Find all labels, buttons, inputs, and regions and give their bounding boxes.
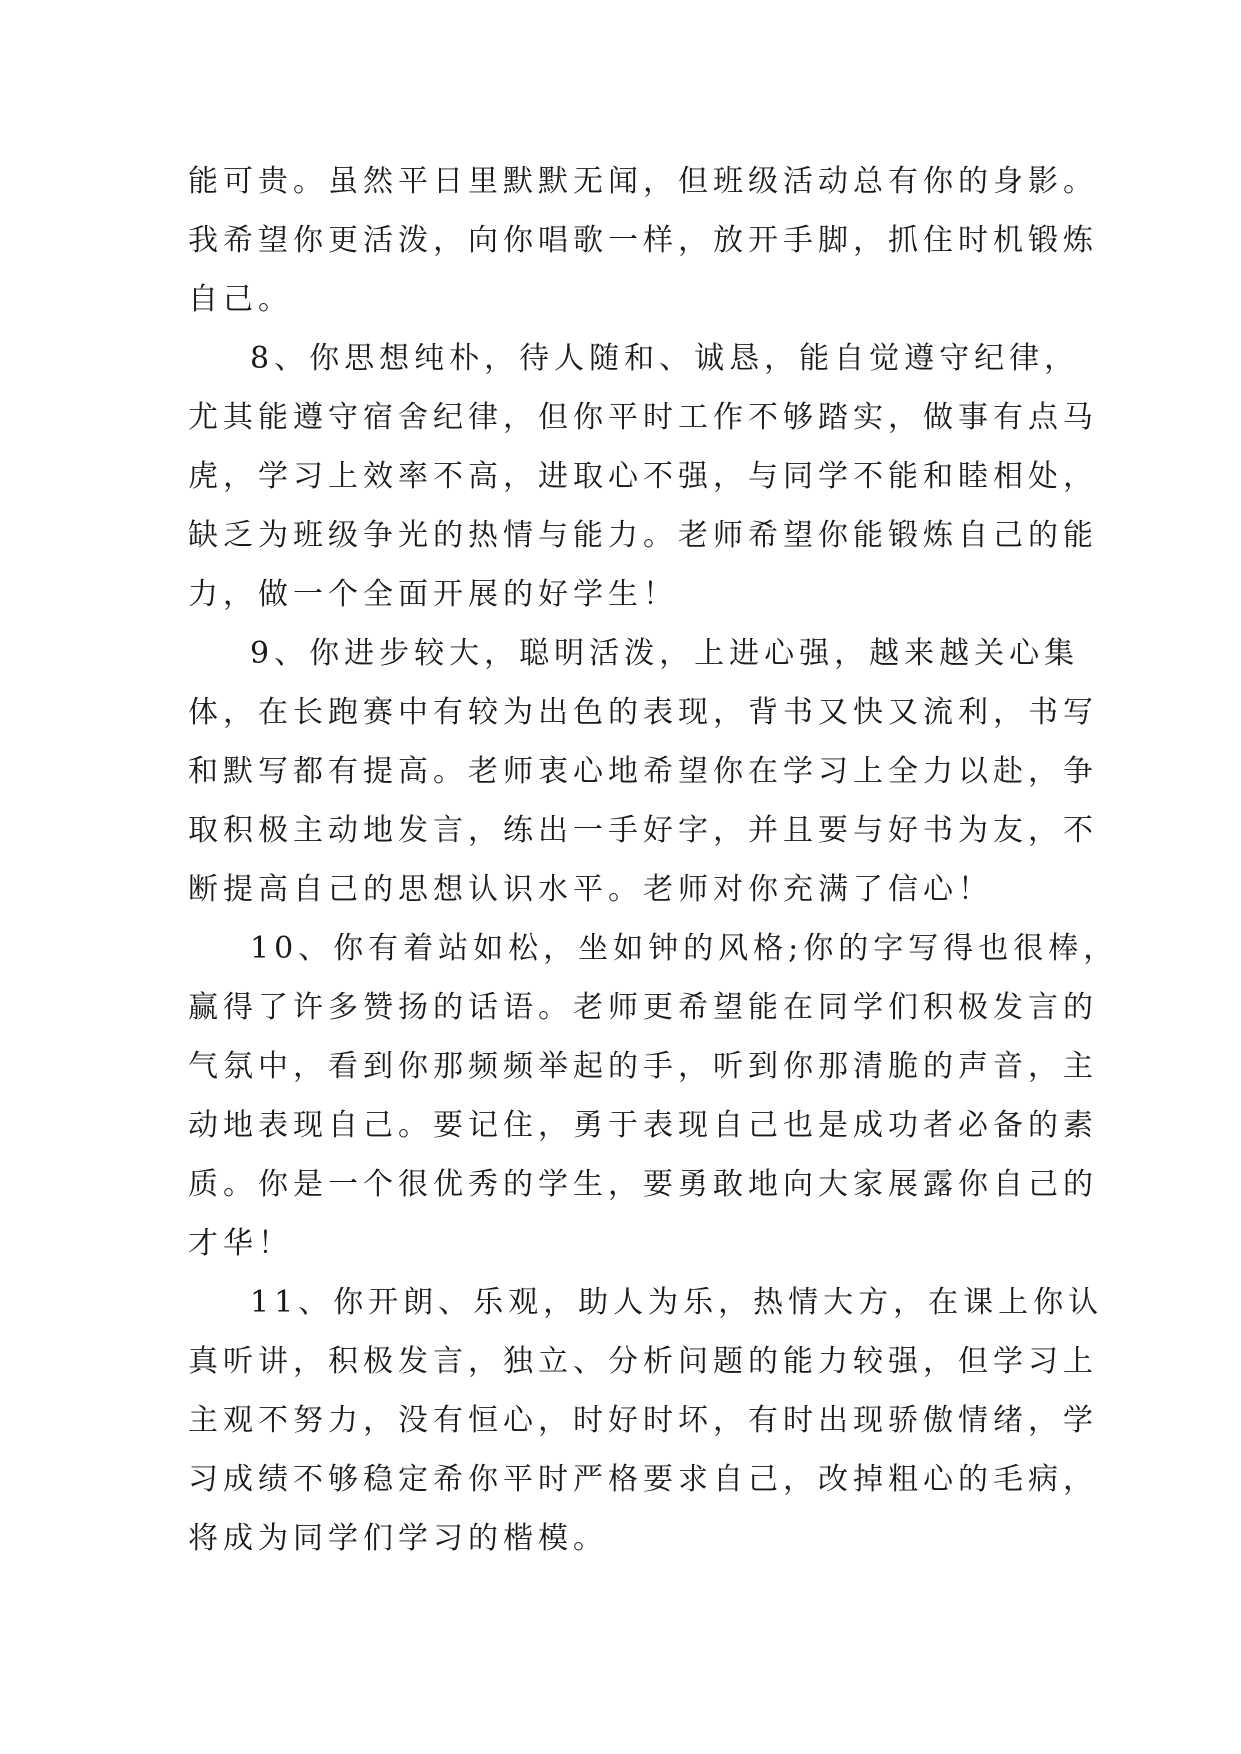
text-line: 虎，学习上效率不高，进取心不强，与同学不能和睦相处， [188, 459, 1098, 494]
text-line: 尤其能遵守宿舍纪律，但你平时工作不够踏实，做事有点马 [188, 400, 1098, 435]
text-line: 10、你有着站如松，坐如钟的风格;你的字写得也很棒， [250, 931, 1119, 966]
text-line: 我希望你更活泼，向你唱歌一样，放开手脚，抓住时机锻炼 [188, 223, 1098, 258]
paragraph-9 [188, 624, 1098, 919]
text-line: 力，做一个全面开展的好学生！ [188, 577, 678, 612]
text-line: 赢得了许多赞扬的话语。老师更希望能在同学们积极发言的 [188, 990, 1098, 1025]
text-line: 能可贵。虽然平日里默默无闻，但班级活动总有你的身影。 [188, 164, 1098, 199]
paragraph-8 [188, 329, 1098, 624]
paragraph-10 [188, 919, 1119, 1273]
text-line: 习成绩不够稳定希你平时严格要求自己，改掉粗心的毛病， [188, 1462, 1098, 1497]
text-line: 9、你进步较大，聪明活泼，上进心强，越来越关心集 [250, 636, 1080, 671]
text-line: 才华！ [188, 1226, 293, 1261]
text-line: 体，在长跑赛中有较为出色的表现，背书又快又流利，书写 [188, 695, 1098, 730]
text-line: 自己。 [188, 282, 293, 317]
document-page [188, 152, 1119, 1568]
text-line: 8、你思想纯朴，待人随和、诚恳，能自觉遵守纪律， [250, 341, 1080, 376]
text-line: 11、你开朗、乐观，助人为乐，热情大方，在课上你认 [250, 1285, 1104, 1320]
text-line: 主观不努力，没有恒心，时好时坏，有时出现骄傲情绪，学 [188, 1403, 1098, 1438]
text-line: 质。你是一个很优秀的学生，要勇敢地向大家展露你自己的 [188, 1167, 1098, 1202]
text-line: 取积极主动地发言，练出一手好字，并且要与好书为友，不 [188, 813, 1098, 848]
text-line: 气氛中，看到你那频频举起的手，听到你那清脆的声音，主 [188, 1049, 1098, 1084]
paragraph-continued [188, 152, 1098, 329]
text-line: 真听讲，积极发言，独立、分析问题的能力较强，但学习上 [188, 1344, 1098, 1379]
text-line: 断提高自己的思想认识水平。老师对你充满了信心！ [188, 872, 993, 907]
text-line: 缺乏为班级争光的热情与能力。老师希望你能锻炼自己的能 [188, 518, 1098, 553]
text-line: 将成为同学们学习的楷模。 [188, 1521, 608, 1556]
paragraph-11 [188, 1273, 1104, 1568]
text-line: 动地表现自己。要记住，勇于表现自己也是成功者必备的素 [188, 1108, 1098, 1143]
text-line: 和默写都有提高。老师衷心地希望你在学习上全力以赴，争 [188, 754, 1098, 789]
